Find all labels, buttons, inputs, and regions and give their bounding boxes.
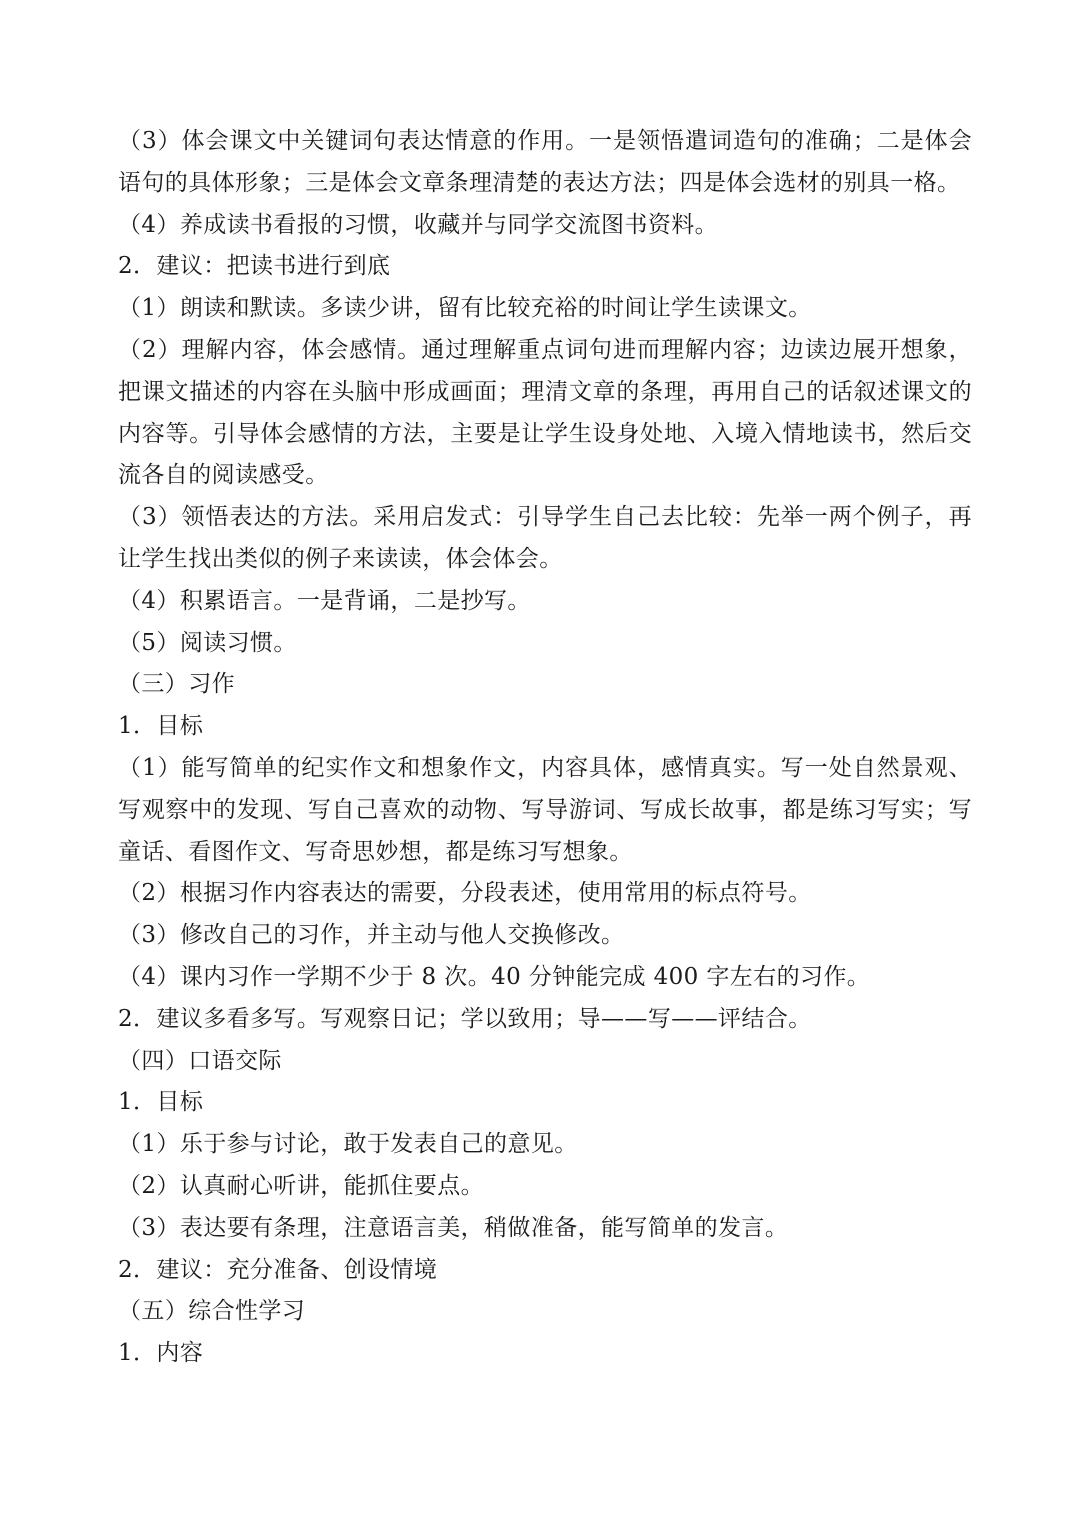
subsection-heading: 2．建议：充分准备、创设情境 <box>118 1256 438 1283</box>
paragraph: （5）阅读习惯。 <box>118 629 297 656</box>
paragraph: （2）根据习作内容表达的需要，分段表述，使用常用的标点符号。 <box>118 880 812 907</box>
subsection-heading: 1．目标 <box>118 1089 204 1116</box>
paragraph: （4）积累语言。一是背诵，二是抄写。 <box>118 587 531 614</box>
subsection-heading: 1．内容 <box>118 1340 204 1367</box>
paragraph: （1）朗读和默读。多读少讲，留有比较充裕的时间让学生读课文。 <box>118 295 812 322</box>
section-heading: （五）综合性学习 <box>118 1298 306 1325</box>
paragraph: （1）能写简单的纪实作文和想象作文，内容具体，感情真实。写一处自然景观、写观察中的发现、写自己喜欢的动物、写导游词、写成长故事，都是练习写实；写童话、看图作文、写奇思妙想，都是练习写想象。 <box>118 754 972 865</box>
paragraph: （3）修改自己的习作，并主动与他人交换修改。 <box>118 922 625 949</box>
paragraph: （4）养成读书看报的习惯，收藏并与同学交流图书资料。 <box>118 211 719 238</box>
paragraph: （3）体会课文中关键词句表达情意的作用。一是领悟遣词造句的准确；二是体会语句的具体形象；三是体会文章条理清楚的表达方法；四是体会选材的别具一格。 <box>118 128 972 196</box>
section-heading: 2．建议：把读书进行到底 <box>118 253 391 280</box>
paragraph: （3）表达要有条理，注意语言美，稍做准备，能写简单的发言。 <box>118 1214 789 1241</box>
section-heading: （四）口语交际 <box>118 1047 282 1074</box>
paragraph: （4）课内习作一学期不少于 8 次。40 分钟能完成 400 字左右的习作。 <box>118 963 871 990</box>
subsection-heading: 2．建议多看多写。写观察日记；学以致用；导——写——评结合。 <box>118 1005 812 1032</box>
paragraph: （3）领悟表达的方法。采用启发式：引导学生自己去比较：先举一两个例子，再让学生找出类似的例子来读读，体会体会。 <box>118 504 972 572</box>
section-heading: （三）习作 <box>118 671 235 698</box>
paragraph: （2）认真耐心听讲，能抓住要点。 <box>118 1172 485 1199</box>
document-body <box>118 121 972 1375</box>
subsection-heading: 1．目标 <box>118 713 204 740</box>
paragraph: （2）理解内容，体会感情。通过理解重点词句进而理解内容；边读边展开想象，把课文描述的内容在头脑中形成画面；理清文章的条理，再用自己的话叙述课文的内容等。引导体会感情的方法，主要是让学生设身处地、入境入情地读书，然后交流各自的阅读感受。 <box>118 336 972 489</box>
paragraph: （1）乐于参与讨论，敢于发表自己的意见。 <box>118 1131 578 1158</box>
